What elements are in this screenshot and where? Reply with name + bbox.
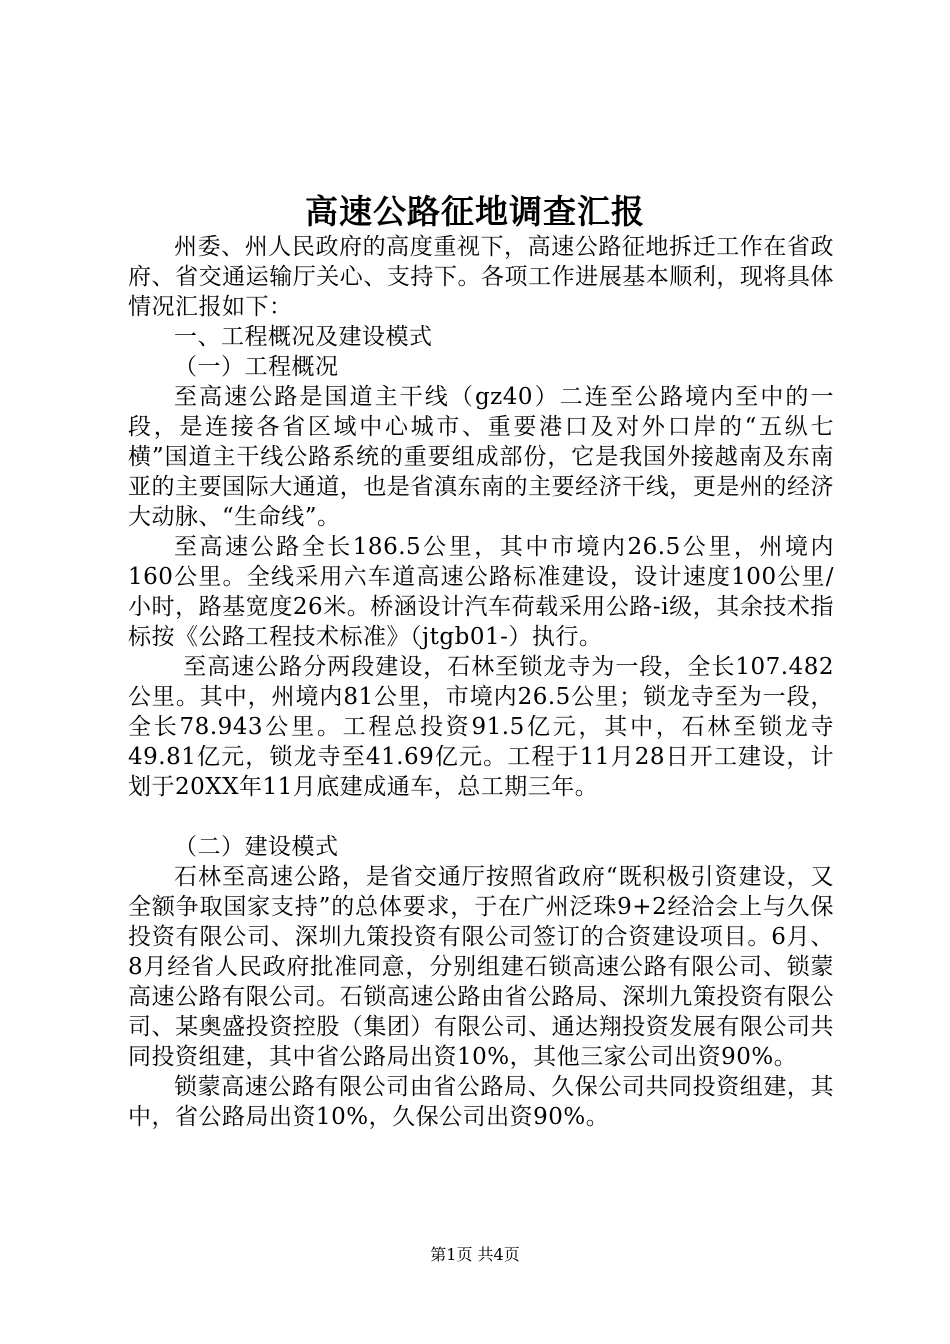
- intro-paragraph: 州委、州人民政府的高度重视下，高速公路征地拆迁工作在省政府、省交通运输厅关心、支持下。各项工作进展基本顺利，现将具体情况汇报如下：: [128, 234, 834, 320]
- paragraph-spacer: [128, 802, 834, 832]
- body-paragraph: 石林至高速公路，是省交通厅按照省政府“既积极引资建设，又全额争取国家支持”的总体要求，于在广州泛珠9+2经洽会上与久保投资有限公司、深圳九策投资有限公司签订的合资建设项目。6月、8月经省人民政府批准同意，分别组建石锁高速公路有限公司、锁蒙高速公路有限公司。石锁高速公路由省公路局、深圳九策投资有限公司、某奥盛投资控股（集团）有限公司、通达翔投资发展有限公司共同投资组建，其中省公路局出资10%，其他三家公司出资90%。: [128, 864, 834, 1070]
- section-heading-1: 一、工程概况及建设模式: [174, 324, 433, 350]
- body-paragraph: 至高速公路全长186.5公里，其中市境内26.5公里，州境内160公里。全线采用六车道高速公路标准建设，设计速度100公里/小时，路基宽度26米。桥涵设计汽车荷载采用公路-ⅰ级，其余技术指标按《公路工程技术标准》（jtgb01-）执行。: [128, 534, 834, 650]
- document-body: [128, 232, 834, 1132]
- subsection-heading-2: （二）建设模式: [174, 834, 339, 860]
- subsection-heading-1: （一）工程概况: [174, 354, 339, 380]
- document-title: 高速公路征地调查汇报: [305, 192, 645, 231]
- body-paragraph: 至高速公路分两段建设，石林至锁龙寺为一段，全长107.482公里。其中，州境内81公里，市境内26.5公里；锁龙寺至为一段，全长78.943公里。工程总投资91.5亿元，其中，石林至锁龙寺49.81亿元，锁龙寺至41.69亿元。工程于11月28日开工建设，计划于20XX年11月底建成通车，总工期三年。: [128, 654, 834, 800]
- page-footer: 第1页 共4页: [430, 1245, 520, 1264]
- body-paragraph: 至高速公路是国道主干线（gz40）二连至公路境内至中的一段，是连接各省区域中心城市、重要港口及对外口岸的“五纵七横”国道主干线公路系统的重要组成部份，它是我国外接越南及东南亚的主要国际大通道，也是省滇东南的主要经济干线，更是州的经济大动脉、“生命线”。: [128, 384, 834, 530]
- body-paragraph: 锁蒙高速公路有限公司由省公路局、久保公司共同投资组建，其中，省公路局出资10%，久保公司出资90%。: [128, 1074, 834, 1130]
